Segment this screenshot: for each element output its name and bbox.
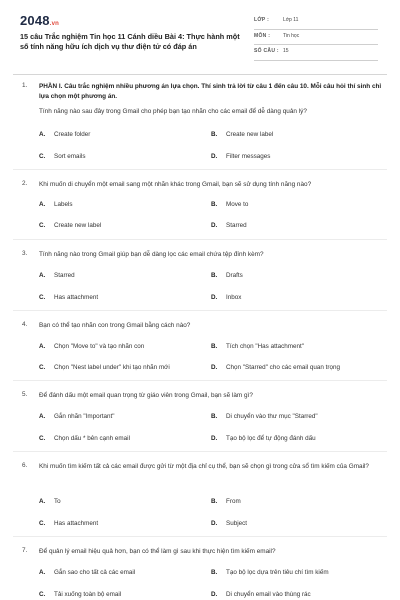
meta-row-grade xyxy=(254,14,378,30)
option-d[interactable]: D. Di chuyển email vào thùng rác xyxy=(211,591,311,598)
option-a[interactable]: A. To xyxy=(39,498,61,505)
option-a[interactable]: A. Gắn nhãn "Important" xyxy=(39,413,115,420)
meta-row-count xyxy=(254,45,378,61)
question-divider xyxy=(13,239,387,240)
option-c[interactable]: C. Chọn dấu * bên cạnh email xyxy=(39,435,130,442)
option-d[interactable]: D. Starred xyxy=(211,222,247,229)
option-c[interactable]: C. Has attachment xyxy=(39,520,99,527)
option-d[interactable]: D. Subject xyxy=(211,520,248,527)
question-text: Khi muốn di chuyển một email sang một nhãn khác trong Gmail, bạn sẽ sử dụng tính năng nào? xyxy=(39,181,312,188)
meta-label: LỚP : xyxy=(254,17,270,23)
option-c[interactable]: C. Chọn "Nest label under" khi tạo nhãn mới xyxy=(39,364,170,371)
option-b[interactable]: B. Tích chọn "Has attachment" xyxy=(211,343,304,350)
option-d[interactable]: D. Tạo bộ lọc để tự động đánh dấu xyxy=(211,435,316,442)
question-number: 7. xyxy=(22,547,28,554)
question-text: Tính năng nào trong Gmail giúp bạn dễ dàng lọc các email chứa tệp đính kèm? xyxy=(39,251,264,258)
question-number: 4. xyxy=(22,321,28,328)
option-c[interactable]: C. Has attachment xyxy=(39,294,99,301)
question-text: Để quản lý email hiệu quả hơn, bạn có thể làm gì sau khi thực hiện tìm kiếm email? xyxy=(39,548,276,555)
question-text: Khi muốn tìm kiếm tất cả các email được gửi từ một địa chỉ cụ thể, bạn sẽ chọn gì trong cửa sổ tìm kiếm của Gmail? xyxy=(39,463,369,470)
question-number: 1. xyxy=(22,82,28,89)
question-number: 3. xyxy=(22,250,28,257)
option-b[interactable]: B. Move to xyxy=(211,201,249,208)
question-divider xyxy=(13,310,387,311)
question-divider xyxy=(13,380,387,381)
meta-label: SỐ CÂU : xyxy=(254,48,279,54)
option-b[interactable]: B. Create new label xyxy=(211,131,274,138)
meta-table xyxy=(254,14,378,61)
site-logo[interactable]: 2048.vn xyxy=(20,13,60,28)
option-b[interactable]: B. Tạo bộ lọc dựa trên tiêu chí tìm kiếm xyxy=(211,569,329,576)
meta-value: 15 xyxy=(283,48,289,54)
meta-value: Lớp 11 xyxy=(283,17,299,23)
header-divider xyxy=(13,74,387,75)
question-text: Tính năng nào sau đây trong Gmail cho phép bạn tạo nhãn cho các email để dễ dàng quản lý? xyxy=(39,108,307,115)
question-text: Bạn có thể tạo nhãn con trong Gmail bằng cách nào? xyxy=(39,322,191,329)
option-a[interactable]: A. Chọn "Move to" và tạo nhãn con xyxy=(39,343,145,350)
option-b[interactable]: B. Di chuyển vào thư mục "Starred" xyxy=(211,413,318,420)
option-c[interactable]: C. Tải xuống toàn bộ email xyxy=(39,591,122,598)
section-intro: PHẦN I. Câu trắc nghiệm nhiều phương án lựa chọn. Thí sinh trả lời từ câu 1 đến câu 10. Mỗi câu hỏi thí sinh chỉ lựa chọn một phương án. xyxy=(39,83,382,100)
question-divider xyxy=(13,451,387,452)
option-d[interactable]: D. Chọn "Starred" cho các email quan trọng xyxy=(211,364,341,371)
option-a[interactable]: A. Create folder xyxy=(39,131,91,138)
question-divider xyxy=(13,169,387,170)
option-a[interactable]: A. Starred xyxy=(39,272,75,279)
meta-label: MÔN : xyxy=(254,32,271,39)
meta-row-subject xyxy=(254,30,378,46)
page-title: 15 câu Trắc nghiệm Tin học 11 Cánh diều Bài 4: Thực hành một số tính năng hữu ích dịch vụ thư điện tử có đáp án xyxy=(20,32,240,51)
option-c[interactable]: C. Create new label xyxy=(39,222,102,229)
question-number: 6. xyxy=(22,462,28,469)
question-text: Để đánh dấu một email quan trọng từ giáo viên trong Gmail, bạn sẽ làm gì? xyxy=(39,392,253,399)
option-d[interactable]: D. Inbox xyxy=(211,294,242,301)
option-c[interactable]: C. Sort emails xyxy=(39,153,86,160)
question-divider xyxy=(13,536,387,537)
option-d[interactable]: D. Filter messages xyxy=(211,153,271,160)
page-header xyxy=(0,0,400,70)
meta-value: Tin học xyxy=(283,32,300,39)
question-number: 2. xyxy=(22,180,28,187)
option-a[interactable]: A. Gắn sao cho tất cả các email xyxy=(39,569,136,576)
option-b[interactable]: B. From xyxy=(211,498,241,505)
option-b[interactable]: B. Drafts xyxy=(211,272,243,279)
question-number: 5. xyxy=(22,391,28,398)
option-a[interactable]: A. Labels xyxy=(39,201,73,208)
